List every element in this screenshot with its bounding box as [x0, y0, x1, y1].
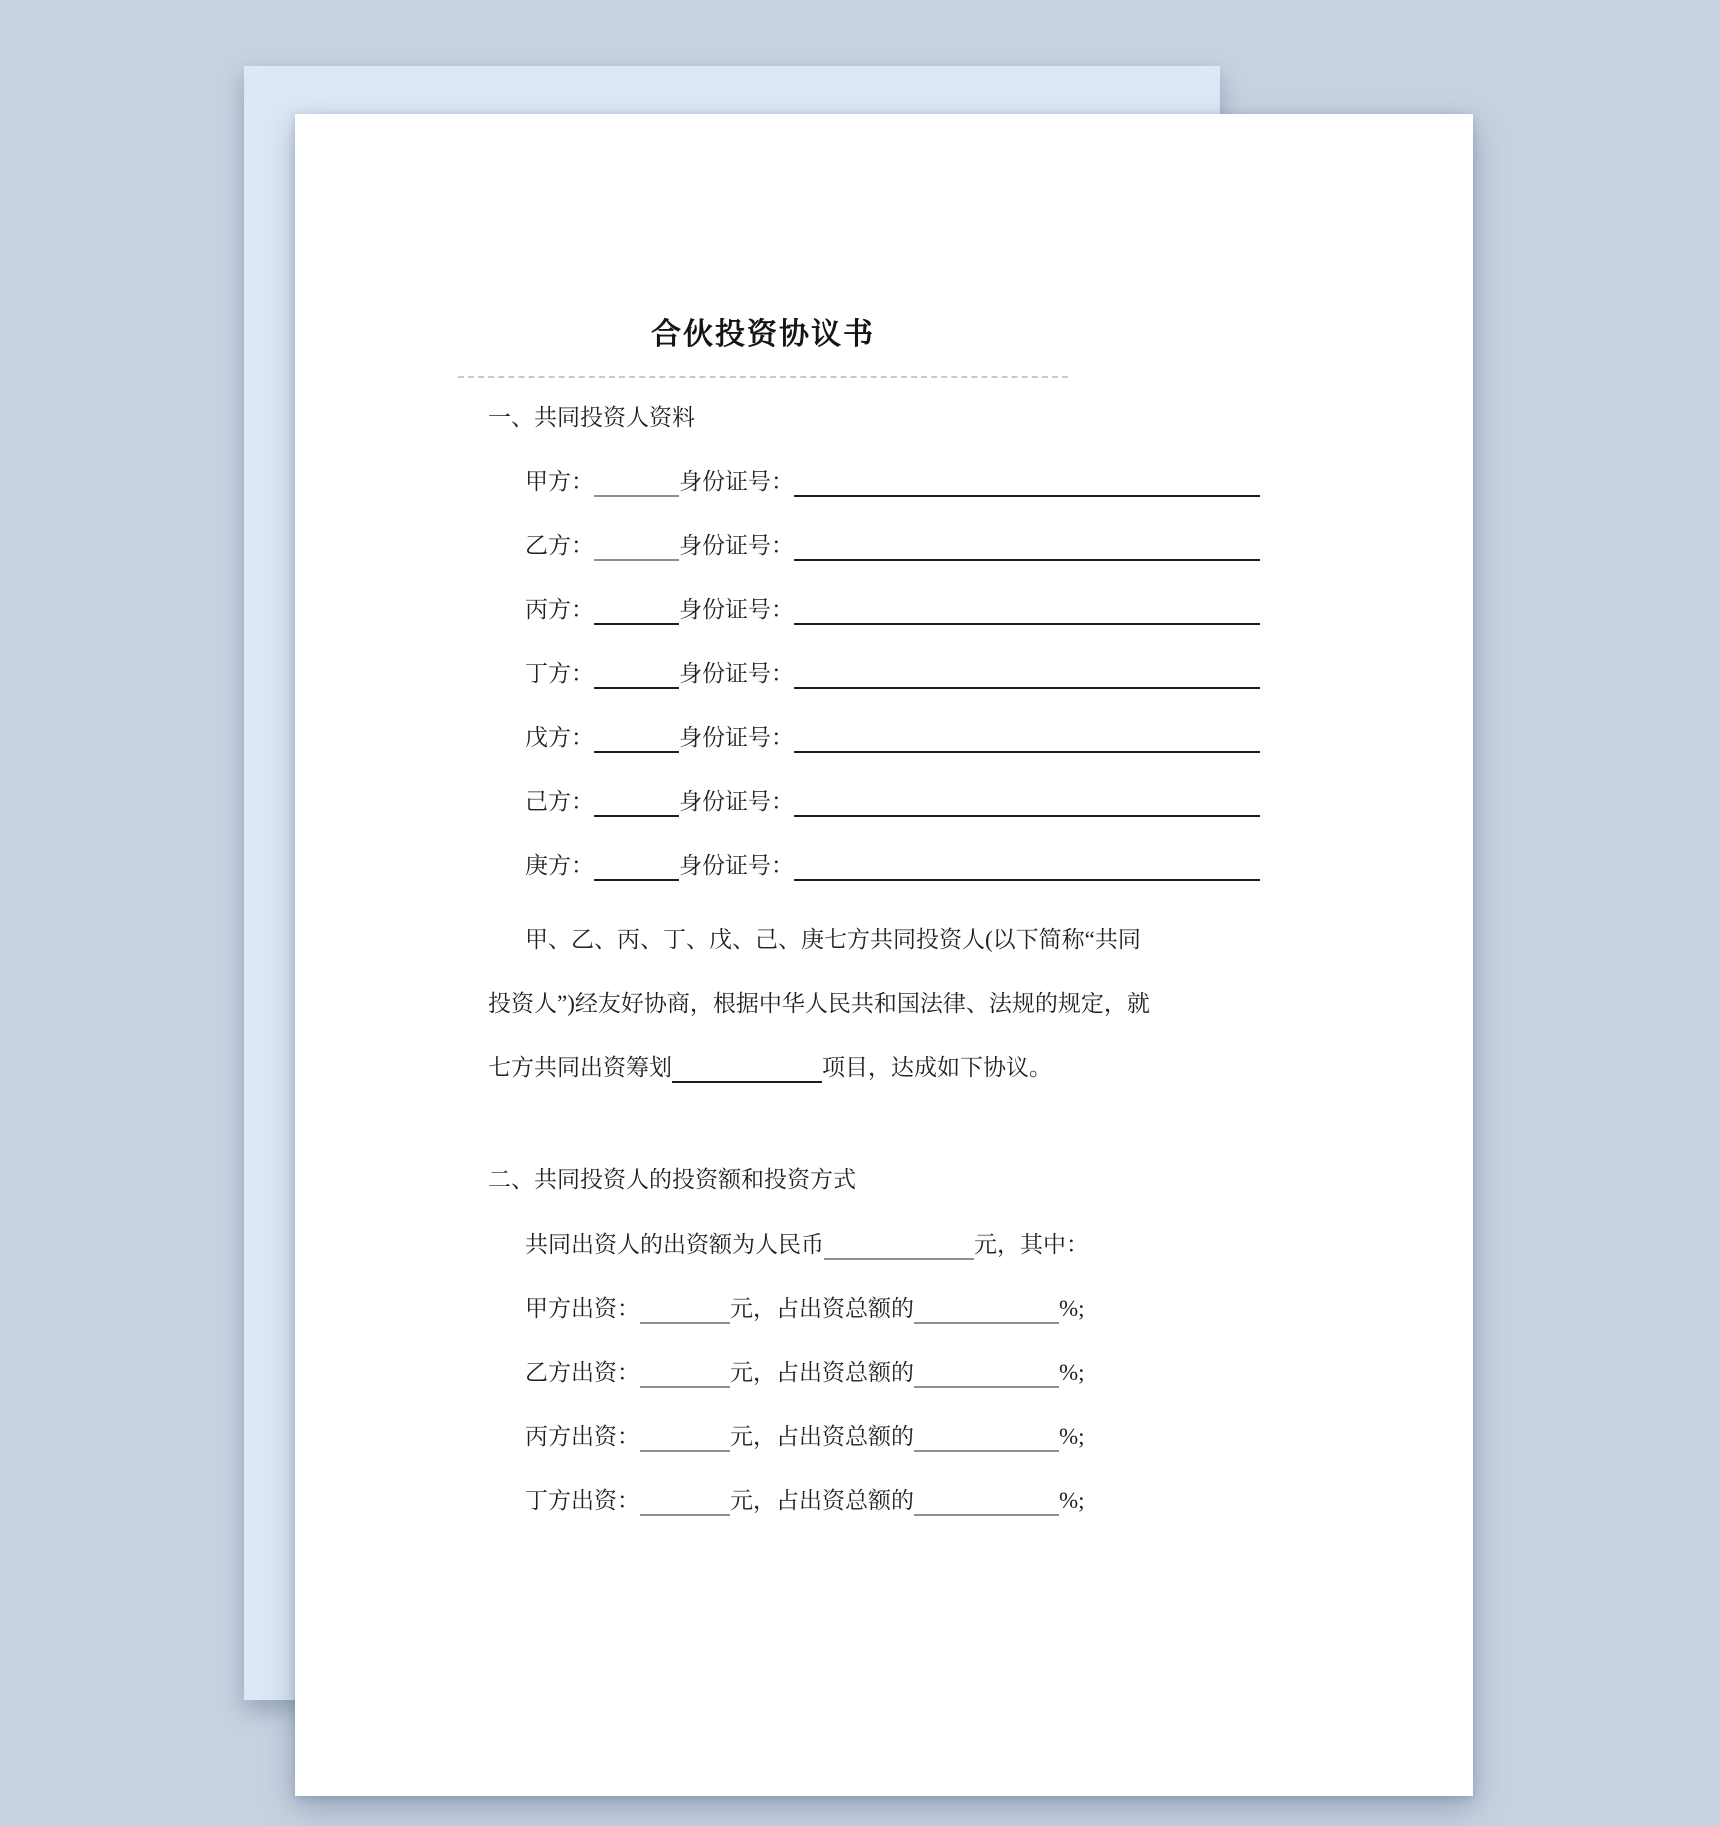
total-intro-text: 共同出资人的出资额为人民币 — [525, 1232, 824, 1257]
id-number-label: 身份证号： — [679, 597, 794, 622]
id-number-blank — [794, 533, 1260, 561]
id-number-blank — [794, 661, 1260, 689]
contribution-mid-text: 元，占出资总额的 — [730, 1424, 914, 1449]
section-1-heading: 一、共同投资人资料 — [488, 405, 695, 430]
contribution-label: 乙方出资： — [525, 1360, 640, 1385]
id-number-label: 身份证号： — [679, 853, 794, 878]
contribution-mid-text: 元，占出资总额的 — [730, 1296, 914, 1321]
paragraph-line-3-text: 七方共同出资筹划 — [488, 1055, 672, 1080]
title-divider — [458, 376, 1068, 378]
document-content — [488, 114, 1260, 1533]
investment-total-line — [488, 1213, 1260, 1277]
party-label: 乙方： — [525, 533, 594, 558]
party-label: 甲方： — [525, 469, 594, 494]
percent-suffix: %; — [1059, 1488, 1085, 1513]
party-row — [488, 770, 1260, 834]
id-number-label: 身份证号： — [679, 533, 794, 558]
party-row — [488, 514, 1260, 578]
paragraph-line-3-tail: 项目，达成如下协议。 — [822, 1055, 1052, 1080]
contribution-amount-blank — [640, 1360, 730, 1388]
party-row — [488, 642, 1260, 706]
party-label: 庚方： — [525, 853, 594, 878]
paragraph-line-2: 投资人”)经友好协商，根据中华人民共和国法律、法规的规定，就 — [488, 991, 1150, 1016]
id-number-blank — [794, 725, 1260, 753]
contribution-row — [488, 1405, 1260, 1469]
party-rows — [488, 450, 1260, 898]
total-intro-tail: 元，其中： — [974, 1232, 1089, 1257]
party-name-blank — [594, 597, 679, 625]
investment-rows — [488, 1213, 1260, 1533]
id-number-blank — [794, 789, 1260, 817]
party-name-blank — [594, 789, 679, 817]
percent-suffix: %; — [1059, 1296, 1085, 1321]
contribution-label: 丁方出资： — [525, 1488, 640, 1513]
party-row — [488, 450, 1260, 514]
party-row — [488, 834, 1260, 898]
contribution-percent-blank — [914, 1360, 1059, 1388]
contribution-percent-blank — [914, 1488, 1059, 1516]
id-number-label: 身份证号： — [679, 661, 794, 686]
party-name-blank — [594, 533, 679, 561]
contribution-row — [488, 1469, 1260, 1533]
contribution-row — [488, 1277, 1260, 1341]
document-title: 合伙投资协议书 — [651, 318, 875, 351]
party-name-blank — [594, 469, 679, 497]
contribution-amount-blank — [640, 1424, 730, 1452]
contribution-amount-blank — [640, 1296, 730, 1324]
id-number-blank — [794, 597, 1260, 625]
party-row — [488, 578, 1260, 642]
contribution-amount-blank — [640, 1488, 730, 1516]
agreement-paragraph — [488, 908, 1260, 1100]
party-name-blank — [594, 661, 679, 689]
id-number-label: 身份证号： — [679, 725, 794, 750]
section-2-heading: 二、共同投资人的投资额和投资方式 — [488, 1167, 856, 1192]
percent-suffix: %; — [1059, 1360, 1085, 1385]
party-label: 丙方： — [525, 597, 594, 622]
party-row — [488, 706, 1260, 770]
total-amount-blank — [824, 1232, 974, 1260]
contribution-mid-text: 元，占出资总额的 — [730, 1360, 914, 1385]
party-label: 己方： — [525, 789, 594, 814]
contribution-percent-blank — [914, 1296, 1059, 1324]
id-number-label: 身份证号： — [679, 469, 794, 494]
party-label: 戊方： — [525, 725, 594, 750]
project-name-blank — [672, 1055, 822, 1083]
contribution-label: 丙方出资： — [525, 1424, 640, 1449]
paragraph-line-1: 甲、乙、丙、丁、戊、己、庚七方共同投资人(以下简称“共同 — [525, 927, 1141, 952]
party-label: 丁方： — [525, 661, 594, 686]
contribution-label: 甲方出资： — [525, 1296, 640, 1321]
id-number-blank — [794, 469, 1260, 497]
party-name-blank — [594, 853, 679, 881]
percent-suffix: %; — [1059, 1424, 1085, 1449]
party-name-blank — [594, 725, 679, 753]
contribution-row — [488, 1341, 1260, 1405]
document-page — [295, 114, 1473, 1796]
id-number-label: 身份证号： — [679, 789, 794, 814]
contribution-mid-text: 元，占出资总额的 — [730, 1488, 914, 1513]
contribution-percent-blank — [914, 1424, 1059, 1452]
id-number-blank — [794, 853, 1260, 881]
paragraph-line-3 — [488, 1036, 1260, 1100]
